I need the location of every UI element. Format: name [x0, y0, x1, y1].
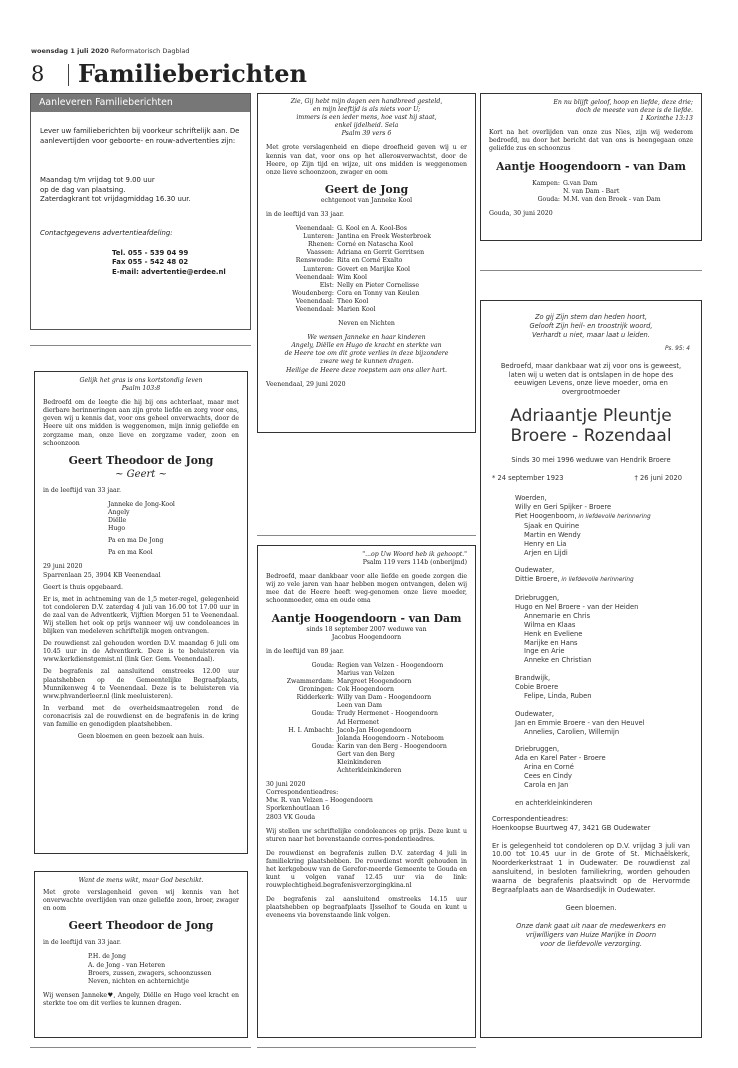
ad-f-verse-1: Zo gij Zijn stem dan heden hoort, [534, 313, 648, 321]
family-member: N. van Dam - Bart [563, 187, 620, 195]
info-box [30, 93, 251, 330]
family-member: Trudy Hermenet - Hoogendoorn [337, 710, 439, 718]
info-fax: Fax 055 - 542 48 02 [112, 258, 189, 267]
family-place: Veenendaal: [295, 305, 334, 313]
ad-f-thanks-2: vrijwilligers van Huize Marijke in Doorn [525, 930, 657, 939]
family-line [515, 639, 690, 648]
family-line [515, 790, 690, 799]
family-member: Corné en Natascha Kool [337, 241, 414, 249]
family-member: Leen van Dam [337, 702, 383, 710]
info-intro: Lever uw familieberichten bij voorkeur schriftelijk aan. De aanlevertijden voor geboorte- en rouw-advertenties zijn: [40, 127, 240, 145]
family-member: Willy van Dam - Hoogendoorn [337, 694, 432, 702]
death-notice-geert-kool [257, 93, 476, 433]
death-notice-aantje-siblings [480, 93, 702, 241]
ad-c-nephews: Neven en Nichten [338, 320, 395, 328]
ad-d-sub-2: Jacobus Hoogendoorn [331, 633, 402, 641]
family-place: Veenendaal: [295, 297, 334, 305]
family-line [515, 630, 690, 639]
family-row [489, 196, 693, 204]
info-email: E-mail: advertentie@erdee.nl [112, 267, 226, 276]
family-place: Renswoude: [295, 257, 334, 265]
family-row [266, 233, 467, 241]
family-row [266, 678, 467, 686]
family-place: Gouda: [537, 195, 560, 203]
family-member: Margreet Hoogendoorn [337, 678, 412, 686]
ad-a-home: Geert is thuis opgebaard. [43, 583, 123, 591]
ad-a-paragraph-4: In verband met de overheidsmaatregelen rond de coronacrisis zal de rouwdienst en de begrafenis in de kring van familie en genodigden plaatshebben. [43, 704, 239, 728]
family-line [515, 728, 690, 737]
family-row [266, 266, 467, 274]
ad-c-wish-3: de Heere toe om dit grote verlies in deze bijzondere [284, 350, 449, 358]
ad-c-verse-3: immers is een ieder mens, hoe vast hij staat, [296, 114, 437, 122]
ad-f-died: † 26 juni 2020 [634, 474, 682, 483]
ad-d-verse-1: "...op Uw Woord heb ik gehoopt." [362, 551, 467, 558]
family-place: Ridderkerk: [296, 694, 334, 702]
family-row [266, 257, 467, 265]
ad-e-verse-2: doch de meeste van deze is de liefde. [575, 107, 693, 115]
family-member: Achterkleinkinderen [337, 767, 402, 775]
death-notice-aantje-children [257, 545, 476, 1038]
family-line [515, 710, 690, 719]
ad-c-name: Geert de Jong [324, 182, 409, 196]
family-line [515, 719, 690, 728]
family-name: Arjen en Lijdi [524, 548, 568, 557]
family-member: Theo Kool [337, 297, 369, 305]
ad-d-addr-1: Correspondentieadres: [266, 789, 339, 797]
family-row [266, 306, 467, 314]
family-line [515, 585, 690, 594]
family-name: Henry en Lia [524, 539, 567, 548]
family-place: Woudenberg: [292, 289, 334, 297]
family-name: Oudewater, [515, 709, 555, 718]
family-row [266, 694, 467, 702]
family-row [266, 225, 467, 233]
ad-f-name-1: Adriaantje Pleuntje [510, 406, 672, 427]
ad-b-family-1: P.H. de Jong [88, 953, 126, 961]
ad-f-born: * 24 september 1923 [492, 474, 564, 483]
family-row [266, 719, 467, 727]
family-name: Oudewater, [515, 566, 555, 575]
family-line [515, 503, 690, 512]
family-line [515, 692, 690, 701]
ad-a-parents-2: Pa en ma Kool [108, 549, 153, 557]
family-line [515, 683, 690, 692]
ad-c-verse-5: Psalm 39 vers 6 [341, 130, 392, 138]
family-line [515, 701, 690, 710]
family-name: Sjaak en Quirine [524, 521, 580, 530]
ad-e-place: Gouda, 30 juni 2020 [489, 209, 553, 217]
family-row [266, 759, 467, 767]
header-divider [68, 64, 69, 86]
family-name: Carola en Jan [524, 780, 569, 789]
info-time-1: Maandag t/m vrijdag tot 9.00 uur [40, 176, 155, 185]
family-name: Driebruggen, [515, 594, 560, 602]
family-place: Lunteren: [303, 265, 334, 273]
family-line [515, 549, 690, 558]
family-line [515, 799, 690, 808]
family-name: Inge en Arie [524, 647, 565, 656]
family-line [515, 512, 690, 522]
family-row [266, 670, 467, 678]
family-member: Wim Kool [337, 273, 367, 281]
ad-c-place: Veenendaal, 29 juni 2020 [266, 380, 346, 388]
death-notice-geert-parents [34, 871, 248, 1038]
family-line [515, 522, 690, 531]
family-name: Martin en Wendy [524, 530, 581, 539]
ad-d-sub-1: sinds 18 september 2007 weduwe van [306, 625, 427, 633]
family-name: Cees en Cindy [524, 772, 572, 781]
ad-a-family-2: Angely [108, 508, 130, 516]
family-line [515, 594, 690, 603]
family-place: Gouda: [311, 742, 334, 750]
ad-e-name: Aantje Hoogendoorn - van Dam [496, 159, 686, 173]
ad-a-parents-1: Pa en ma De Jong [108, 537, 164, 545]
family-name: Marijke en Hans [524, 638, 578, 647]
ad-c-intro: Met grote verslagenheid en diepe droefheid geven wij u er kennis van dat, voor ons op het allerонverwachtst, door de Heere, op Zijn tijd en wijze, uit ons midden is weggenomen onze lieve schoonzoon, zwager en oom [266, 144, 467, 176]
family-line [515, 656, 690, 665]
ad-c-wish-4: zware weg te kunnen dragen. [319, 358, 414, 366]
family-member: Jacob-Jan Hoogendoorn [337, 726, 412, 734]
ad-d-family-list [266, 662, 467, 775]
family-note: in liefdevolle herinnering [576, 513, 651, 520]
info-contact-heading: Contactgegevens advertentieafdeling: [40, 228, 173, 237]
family-name: Cobie Broere [515, 683, 559, 692]
family-place: Gouda: [311, 710, 334, 718]
family-row [266, 274, 467, 282]
family-place: Lunteren: [303, 233, 334, 241]
family-member: Cora en Tonny van Keulen [337, 289, 420, 297]
family-member: Govert en Marijke Kool [337, 265, 410, 273]
family-name: Jan en Emmie Broere - van den Heuvel [515, 718, 645, 727]
info-time-2: op de dag van plaatsing. [40, 185, 126, 194]
family-name: en achterkleinkinderen [515, 798, 593, 807]
family-place [266, 767, 337, 775]
family-line [515, 557, 690, 566]
ad-b-age: in de leeftijd van 33 jaar. [43, 939, 121, 947]
ad-d-paragraph-3: De begrafenis zal aansluitend omstreeks 14.15 uur plaatshebben op begraafplaats IJsselhof te Gouda en kunt u eveneens via bovenstaande link volgen. [266, 896, 467, 920]
family-line [515, 603, 690, 612]
ad-a-intro: Bedroefd om de leegte die hij bij ons achterlaat, maar met dierbare herinneringen aan zijn grote liefde en zorg voor ons, geven wij u kennis dat, voor ons geheel onverwachts, door de Heere uit ons midden is weggenomen, mijn innig geliefde en zorgzame man, onze lieve en zorgzame vader, zoon en schoonzoon [43, 399, 239, 447]
family-row [489, 180, 693, 188]
family-place [266, 670, 337, 678]
family-name: Felipe, Linda, Ruben [524, 691, 592, 700]
family-name: Ada en Karel Pater - Broere [515, 754, 606, 763]
ad-b-family-2: A. de Jong - van Heteren [88, 961, 166, 969]
ad-c-wish-1: We wensen Janneke en haar kinderen [307, 334, 426, 342]
family-place [489, 188, 563, 196]
family-name: Brandwijk, [515, 674, 551, 683]
family-name: Wilma en Klaas [524, 620, 576, 629]
family-row [266, 241, 467, 249]
info-tel: Tel. 055 - 539 04 99 [112, 248, 189, 257]
family-place [266, 751, 337, 759]
family-member: Nelly en Pieter Cornelisse [337, 281, 420, 289]
family-member: Karin van den Berg - Hoogendoorn [337, 742, 447, 750]
ad-f-thanks-1: Onze dank gaat uit naar de medewerkers en [516, 921, 666, 930]
ad-a-date: 29 juni 2020 [43, 563, 83, 571]
ad-b-closing: Wij wensen Janneke♥, Angely, Diëlle en Hugo veel kracht en sterkte toe om dit verlies te kunnen dragen. [43, 991, 239, 1007]
ad-d-addr-2: Mw. R. van Velzen – Hoogendoorn [266, 797, 373, 805]
family-row [266, 249, 467, 257]
ad-c-verse-2: en mijn leeftijd is als niets voor U; [312, 106, 421, 114]
family-name: Piet Hoogenboom, [515, 511, 577, 520]
ad-f-flowers: Geen bloemen. [565, 903, 617, 912]
ad-e-intro: Kort na het overlijden van onze zus Nies, zijn wij wederom bedroefd, nu door het bericht dat van ons is heengegaan onze geliefde zus en schoonzus [489, 129, 693, 153]
family-member: M.M. van den Broek - van Dam [563, 195, 661, 203]
family-row [266, 751, 467, 759]
family-name: Dittie Broere, [515, 575, 560, 584]
family-place: Veenendaal: [295, 273, 334, 281]
family-line [515, 540, 690, 549]
ad-a-age: in de leeftijd van 33 jaar. [43, 486, 121, 494]
family-line [515, 781, 690, 790]
family-place: Rhenen: [307, 241, 334, 249]
family-row [266, 727, 467, 735]
ad-a-paragraph-3: De begrafenis zal aansluitend omstreeks 12.00 uur plaatshebben op de Gemeentelijke Begraafplaats, Munnikenweg 4 te Veenendaal. Deze is te beluisteren via www.phvanderleer.nl (link meeluisteren). [43, 668, 239, 700]
family-line [515, 612, 690, 621]
family-line [515, 772, 690, 781]
ad-d-addr-3: Sporkenhoutlaan 16 [266, 805, 330, 813]
ad-a-paragraph-5: Geen bloemen en geen bezoek aan huis. [77, 733, 205, 741]
family-row [266, 282, 467, 290]
family-line [515, 531, 690, 540]
family-place: Zwammerdam: [286, 678, 334, 686]
ad-c-wish-5: Heilige de Heere deze roepstem aan ons aller hart. [286, 366, 447, 374]
ad-c-age: in de leeftijd van 33 jaar. [266, 210, 344, 218]
family-line [515, 745, 690, 754]
family-row [266, 662, 467, 670]
family-row [489, 188, 693, 196]
family-row [266, 735, 467, 743]
family-row [266, 702, 467, 710]
family-name: Annemarie en Chris [524, 611, 591, 620]
ad-b-family-3: Broers, zussen, zwagers, schoonzussen [88, 969, 212, 977]
family-member: G. Kool en A. Kool-Bos [337, 225, 407, 233]
ad-c-sub: echtgenoot van Janneke Kool [320, 196, 413, 204]
ad-b-family-4: Neven, nichten en achternichtje [88, 977, 190, 985]
ad-d-paragraph-2: De rouwdienst en begrafenis zullen D.V. zaterdag 4 juli in familiekring plaatshebben. De rouwdienst wordt gehouden in het kerkgebouw van de Gerefor-meerde Gemeente te Gouda en kunt u volgen vanaf 12.45 uur via de link: rouwplechtigheid.begrafenisverzorgingkina.nl [266, 849, 467, 890]
info-title: Aanleveren Familieberichten [31, 94, 250, 112]
family-member: Cok Hoogendoorn [337, 686, 394, 694]
family-line [515, 665, 690, 674]
separator [257, 535, 476, 536]
family-name: Woerden, [515, 494, 547, 503]
ad-b-name: Geert Theodoor de Jong [68, 919, 214, 933]
family-note: in liefdevolle herinnering [559, 577, 634, 584]
ad-a-name: Geert Theodoor de Jong [68, 453, 214, 467]
ad-f-family-list [492, 494, 690, 808]
family-place: Elst: [319, 281, 334, 289]
family-name: Willy en Geri Spijker - Broere [515, 502, 612, 511]
family-row [266, 290, 467, 298]
separator [30, 1047, 251, 1048]
family-name: Hugo en Nel Broere - van der Heiden [515, 602, 639, 611]
ad-d-name: Aantje Hoogendoorn - van Dam [271, 611, 462, 625]
header-date: woensdag 1 juli 2020 [31, 47, 109, 55]
ad-a-verse-1: Gelijk het gras is ons kortstondig leven [79, 377, 203, 384]
ad-f-thanks-3: voor de liefdevolle verzorging. [540, 939, 642, 948]
page-title: Familieberichten [78, 59, 307, 88]
family-name: Annelies, Carolien, Willemijn [524, 727, 620, 736]
family-line [515, 674, 690, 683]
page-number: 8 [31, 62, 45, 86]
ad-f-name-2: Broere - Rozendaal [510, 426, 672, 447]
family-member: Jantina en Freek Westerbroek [337, 233, 432, 241]
family-member: Kleinkinderen [337, 758, 382, 766]
family-name: Driebruggen, [515, 745, 560, 754]
ad-b-verse: Want de mens wikt, maar God beschikt. [78, 877, 204, 884]
family-place: Vaassen: [306, 249, 334, 257]
family-name: Henk en Eveliene [524, 629, 583, 638]
ad-e-verse-1: En nu blijft geloof, hoop en liefde, deze drie; [553, 99, 693, 106]
ad-e-verse-3: 1 Korinthe 13:13 [640, 115, 693, 123]
ad-b-intro: Met grote verslagenheid geven wij kennis van het onverwachte overlijden van onze geliefde zoon, broer, zwager en oom [43, 889, 239, 913]
ad-f-verse-ref: Ps. 95: 4 [664, 345, 690, 352]
family-row [266, 743, 467, 751]
ad-c-family-list [266, 225, 467, 314]
header-paper: Reformatorisch Dagblad [110, 47, 190, 55]
ad-f-since: Sinds 30 mei 1996 weduwe van Hendrik Broere [511, 456, 671, 465]
family-member: G.van Dam [563, 179, 598, 187]
ad-a-paragraph-1: Er is, met in achtneming van de 1,5 meter-regel, gelegenheid tot condoleren D.V. zaterdag 4 juli van 16.00 tot 17.00 uur in de zaal van de Adventkerk, Vijftien Morgen 51 te Veenendaal. Wij stellen het ook op prijs wanneer wij uw condoleances in blijken van medeleven schriftelijk mogen ontvangen. [43, 595, 239, 636]
family-line [515, 763, 690, 772]
separator [30, 345, 251, 346]
ad-f-verse-2: Gelooft Zijn heil- en troostrijk woord, [529, 321, 653, 330]
family-member: Ad Hermenet [337, 718, 380, 726]
death-notice-geert-family [34, 371, 248, 854]
family-place [266, 702, 337, 710]
ad-a-nickname: ~ Geert ~ [115, 468, 167, 480]
family-line [515, 736, 690, 745]
family-member: Gert van den Berg [337, 750, 395, 758]
family-row [266, 767, 467, 775]
ad-d-date: 30 juni 2020 [266, 781, 306, 789]
ad-f-intro: Bedroefd, maar dankbaar wat zij voor ons is geweest, laten wij u weten dat is ontslapen in de hope des eeuwigen Levens, onze lieve moeder, oma en overgrootmoeder [500, 361, 682, 397]
ad-e-family-list [489, 180, 693, 204]
info-time-3: Zaterdagkrant tot vrijdagmiddag 16.30 uur. [40, 195, 191, 204]
ad-a-family-3: Diëlle [108, 517, 127, 525]
family-row [266, 686, 467, 694]
family-member: Jolanda Hoogendoorn - Noteboom [337, 734, 444, 742]
ad-c-verse-4: enkel ijdelheid. Sela [334, 122, 399, 130]
family-place [266, 719, 337, 727]
family-place [266, 735, 337, 743]
family-line [515, 647, 690, 656]
ad-a-paragraph-2: De rouwdienst zal gehouden worden D.V. maandag 6 juli om 10.45 uur in de Adventkerk. Deze is te beluisteren via www.kerkdienstgemist.nl (link Ger. Gem. Veenendaal). [43, 640, 239, 664]
ad-d-verse-2: Psalm 119 vers 114b (onberijmd) [362, 559, 467, 567]
family-name: Anneke en Christian [524, 656, 592, 665]
death-notice-adriaantje [480, 300, 702, 1038]
ad-d-age: in de leeftijd van 89 jaar. [266, 647, 344, 655]
family-line [515, 494, 690, 503]
family-name: Arina en Corné [524, 763, 574, 772]
family-line [515, 754, 690, 763]
family-line [515, 621, 690, 630]
ad-a-address: Sparrenlaan 25, 3904 KB Veenendaal [43, 571, 161, 579]
ad-f-service: Er is gelegenheid tot condoleren op D.V. vrijdag 3 juli van 10.00 tot 10.45 uur in de Grote of St. Michaëlskerk, Noorderkerkstraat 1 in Oudewater. De rouwdienst zal aansluitend, in besloten familiekring, worden gehouden waarna de begrafenis plaatsvindt op de Hervormde Begraafplaats aan de Waardsedijk in Oudewater. [492, 841, 690, 895]
family-member: Marius van Velzen [337, 669, 395, 677]
family-place: Kampen: [532, 179, 560, 187]
ad-c-verse-1: Zie, Gij hebt mijn dagen een handbreed gesteld, [290, 98, 443, 105]
ad-f-verse-3: Verhardt u niet, maar laat u leiden. [532, 330, 650, 339]
separator [480, 270, 702, 271]
family-member: Regien van Velzen - Hoogendoorn [337, 661, 444, 669]
ad-a-family-1: Janneke de Jong-Kool [108, 500, 175, 508]
family-line [515, 566, 690, 575]
family-member: Rita en Corné Exalto [337, 257, 403, 265]
ad-f-corr-1: Correspondentieadres: [492, 814, 569, 823]
family-member: Marien Kool [337, 305, 376, 313]
header-dateline [31, 47, 190, 55]
ad-d-addr-4: 2803 VK Gouda [266, 813, 316, 821]
ad-c-wish-2: Angely, Diëlle en Hugo de kracht en sterkte van [291, 342, 442, 350]
family-member: Adriana en Gerrit Gerritsen [337, 249, 425, 257]
family-place: H. I. Ambacht: [288, 726, 334, 734]
ad-a-family-4: Hugo [108, 525, 126, 533]
family-place: Groningen: [298, 686, 334, 694]
ad-a-verse-2: Psalm 103:8 [121, 385, 161, 393]
ad-d-paragraph-1: Wij stellen uw schriftelijke condoleances op prijs. Deze kunt u sturen naar het bovenstaande corres-pondentieadres. [266, 827, 467, 843]
family-line [515, 575, 690, 585]
ad-f-corr-2: Hoenkoopse Buurtweg 47, 3421 GB Oudewater [492, 823, 651, 832]
ad-d-intro: Bedroefd, maar dankbaar voor alle liefde en goede zorgen die wij zo vele jaren van haar hebben mogen ontvangen, delen wij mee dat de Heere heeft weg-genomen onze lieve moeder, schoonmoeder, oma en oude oma [266, 573, 467, 605]
family-row [266, 298, 467, 306]
family-place: Veenendaal: [295, 225, 334, 233]
family-row [266, 710, 467, 718]
family-place [266, 759, 337, 767]
separator [257, 1047, 476, 1048]
family-place: Gouda: [311, 661, 334, 669]
